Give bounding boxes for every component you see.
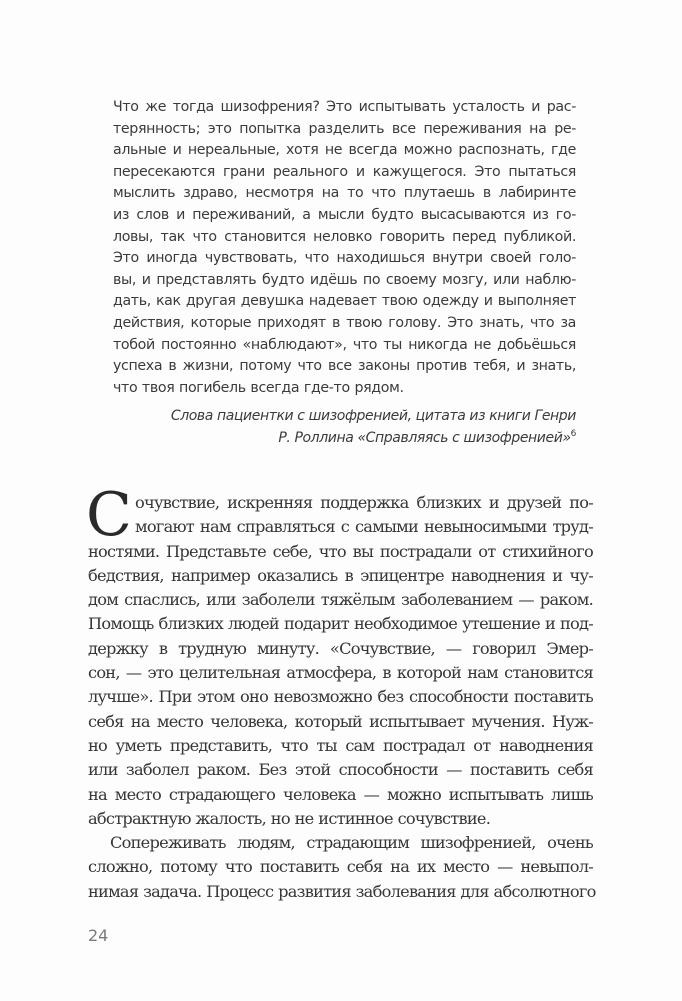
epigraph-line: терянность; это попытка разделить все переживания на ре- (113, 120, 576, 137)
body-line: нимая задача. Процесс развития заболевания для абсолютного (88, 881, 596, 901)
epigraph-line: Это иногда чувствовать, что находишься внутри своей голо- (113, 250, 576, 267)
body-line: сложно, потому что поставить себя на их место — невыпол- (88, 857, 593, 877)
epigraph-line: ловы, так что становится неловко говорить перед публикой. (113, 228, 576, 245)
body-line: дом спаслись, или заболели тяжёлым заболеванием — раком. (88, 590, 593, 610)
epigraph-line: мыслить здраво, несмотря на то что плутаешь в лабиринте (113, 185, 576, 202)
epigraph-line: тобой постоянно «наблюдают», что ты никогда не добьёшься (113, 336, 576, 353)
epigraph-line: вы, и представлять будто идёшь по своему мозгу, или наблю- (113, 271, 576, 288)
body-line: на место страдающего человека — можно испытывать лишь (88, 784, 593, 804)
epigraph-line: пересекаются грани реального и кажущегося. Это пытаться (113, 163, 576, 180)
epigraph-line: действия, которые приходят в твою голову. Это знать, что за (113, 314, 576, 331)
body-line: могают нам справляться с самыми невыносимыми труд- (135, 517, 593, 537)
body-line: лучше». При этом оно невозможно без способности поставить (88, 687, 593, 707)
epigraph-attribution (113, 405, 576, 449)
chapter-body (86, 480, 596, 904)
paragraph-1 (88, 491, 593, 831)
body-line: бедствия, например оказались в эпицентре наводнения и чу- (88, 565, 593, 585)
epigraph-line: из слов и переживаний, а мысли будто высасываются из го- (113, 206, 576, 223)
body-line: очувствие, искренняя поддержка близких и друзей по- (135, 493, 593, 512)
footnote-reference[interactable]: 6 (570, 429, 576, 439)
attribution-line: Слова пациентки с шизофренией, цитата из книги Генри (170, 408, 576, 424)
paragraph-2 (88, 831, 596, 904)
epigraph-line: Что же тогда шизофрения? Это испытывать усталость и рас- (113, 99, 576, 115)
attribution-line (113, 427, 576, 449)
attribution-text: Р. Роллина «Справляясь с шизофренией» (278, 430, 571, 446)
body-line: сон, — это целительная атмосфера, в которой нам становится (88, 663, 593, 683)
body-line: абстрактную жалость, но не истинное сочувствие. (88, 808, 491, 828)
body-line: Помощь близких людей подарит необходимое утешение и под- (88, 614, 593, 634)
body-line: или заболел раком. Без этой способности — поставить себя (88, 760, 593, 780)
body-line: себя на место человека, который испытывает мучения. Нуж- (88, 711, 593, 731)
body-line: ностями. Представьте себе, что вы пострадали от стихийного (88, 541, 593, 561)
epigraph-quote (113, 97, 576, 399)
body-line: но уметь представить, что ты сам пострадал от наводнения (88, 735, 593, 755)
body-line: держку в трудную минуту. «Сочувствие, — говорил Эмер- (88, 638, 593, 658)
drop-cap: С (86, 480, 132, 550)
epigraph-line: что твоя погибель всегда где-то рядом. (113, 379, 404, 396)
epigraph-line: дать, как другая девушка надевает твою одежду и выполняет (113, 293, 576, 310)
epigraph-line: успеха в жизни, потому что все законы против тебя, и знать, (113, 358, 576, 375)
page-number: 24 (88, 926, 109, 945)
body-line: Сопереживать людям, страдающим шизофренией, очень (110, 833, 593, 853)
epigraph-line: альные и нереальные, хотя не всегда можно распознать, где (113, 142, 576, 159)
